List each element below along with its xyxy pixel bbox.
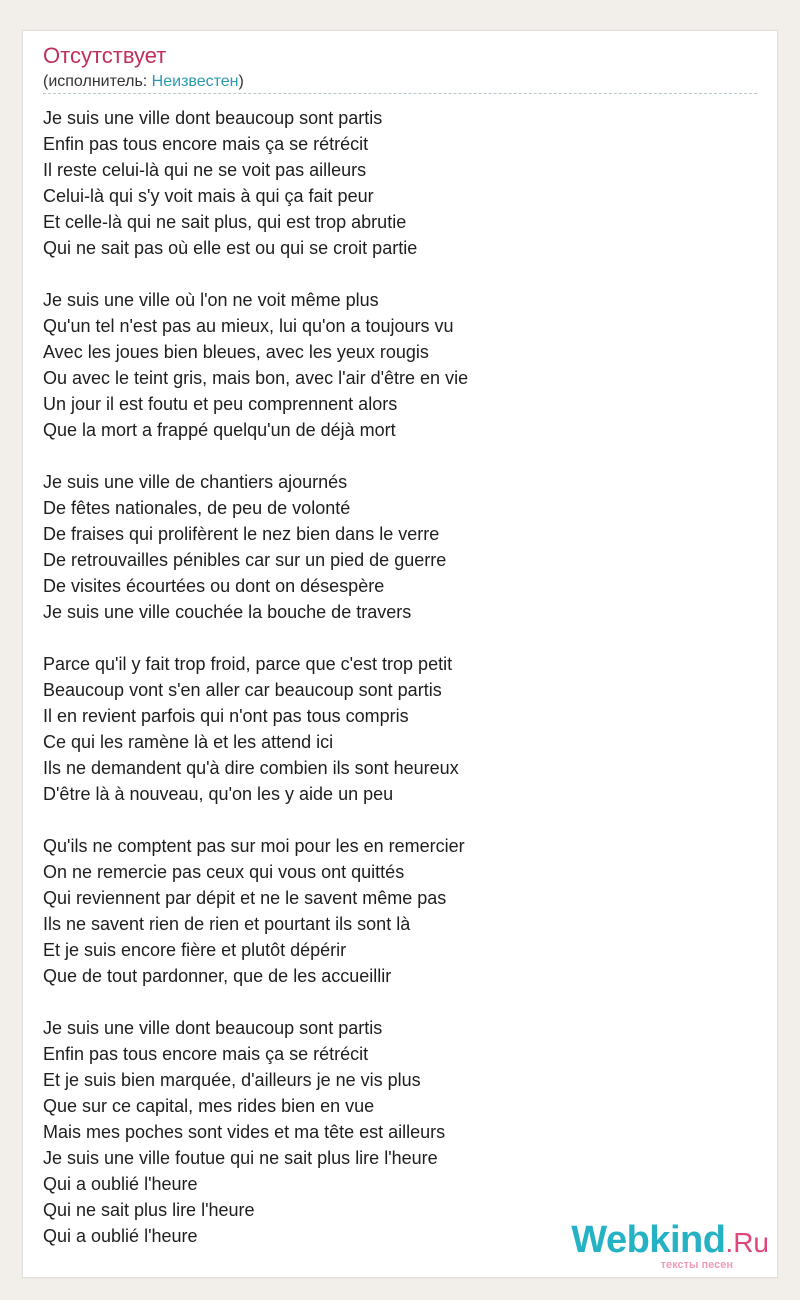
lyric-line: De retrouvailles pénibles car sur un pied de guerre — [43, 550, 447, 570]
artist-prefix: (исполнитель: — [43, 73, 152, 90]
lyric-line: Enfin pas tous encore mais ça se rétrécit — [43, 1044, 369, 1064]
lyric-line: Que de tout pardonner, que de les accueillir — [43, 966, 392, 986]
lyric-line: Enfin pas tous encore mais ça se rétrécit — [43, 134, 369, 154]
lyric-line: De fêtes nationales, de peu de volonté — [43, 498, 351, 518]
lyric-line: Ils ne savent rien de rien et pourtant ils sont là — [43, 914, 411, 934]
lyric-line: Beaucoup vont s'en aller car beaucoup sont partis — [43, 680, 442, 700]
lyrics-stanza — [43, 105, 743, 261]
logo-name: Webkind — [571, 1219, 726, 1261]
lyric-line: Ou avec le teint gris, mais bon, avec l'air d'être en vie — [43, 368, 469, 388]
title-divider — [43, 93, 757, 94]
lyric-line: Je suis une ville foutue qui ne sait plus lire l'heure — [43, 1148, 438, 1168]
lyric-line: Et je suis encore fière et plutôt dépérir — [43, 940, 347, 960]
lyric-line: Ils ne demandent qu'à dire combien ils sont heureux — [43, 758, 459, 778]
webkind-logo[interactable] — [571, 1221, 769, 1271]
lyrics-stanza — [43, 651, 743, 807]
lyric-line: Je suis une ville où l'on ne voit même plus — [43, 290, 379, 310]
lyric-line: Avec les joues bien bleues, avec les yeux rougis — [43, 342, 429, 362]
lyric-line: Qui a oublié l'heure — [43, 1174, 198, 1194]
lyric-line: Qui a oublié l'heure — [43, 1226, 198, 1246]
lyric-line: D'être là à nouveau, qu'on les y aide un peu — [43, 784, 394, 804]
lyric-line: Qui reviennent par dépit et ne le savent même pas — [43, 888, 447, 908]
logo-tagline: тексты песен — [660, 1259, 733, 1271]
lyric-line: Que la mort a frappé quelqu'un de déjà mort — [43, 420, 396, 440]
song-title: Отсутствует — [43, 43, 167, 68]
artist-link[interactable]: Неизвестен — [151, 73, 239, 90]
lyrics-card — [22, 30, 778, 1278]
lyrics-stanza — [43, 287, 743, 443]
lyric-line: De visites écourtées ou dont on désespère — [43, 576, 385, 596]
lyrics-stanza — [43, 833, 743, 989]
lyric-line: Je suis une ville couchée la bouche de travers — [43, 602, 412, 622]
lyric-line: Je suis une ville de chantiers ajournés — [43, 472, 348, 492]
lyric-line: Je suis une ville dont beaucoup sont partis — [43, 1018, 383, 1038]
lyric-line: Qu'un tel n'est pas au mieux, lui qu'on a toujours vu — [43, 316, 454, 336]
lyric-line: Mais mes poches sont vides et ma tête est ailleurs — [43, 1122, 446, 1142]
lyric-line: On ne remercie pas ceux qui vous ont quittés — [43, 862, 405, 882]
lyric-line: Que sur ce capital, mes rides bien en vue — [43, 1096, 375, 1116]
lyric-line: Il reste celui-là qui ne se voit pas ailleurs — [43, 160, 367, 180]
lyric-line: Parce qu'il y fait trop froid, parce que c'est trop petit — [43, 654, 453, 674]
lyric-line: Un jour il est foutu et peu comprennent alors — [43, 394, 398, 414]
lyrics-stanza — [43, 1015, 743, 1249]
lyric-line: Je suis une ville dont beaucoup sont partis — [43, 108, 383, 128]
artist-suffix: ) — [238, 73, 244, 90]
lyric-line: Ce qui les ramène là et les attend ici — [43, 732, 334, 752]
lyric-line: Qui ne sait pas où elle est ou qui se croit partie — [43, 238, 418, 258]
lyric-line: Qui ne sait plus lire l'heure — [43, 1200, 255, 1220]
lyric-line: Celui-là qui s'y voit mais à qui ça fait peur — [43, 186, 374, 206]
lyric-line: Il en revient parfois qui n'ont pas tous compris — [43, 706, 409, 726]
logo-tld: .Ru — [725, 1227, 769, 1258]
logo-wordmark — [571, 1221, 769, 1262]
lyric-line: Et celle-là qui ne sait plus, qui est trop abrutie — [43, 212, 407, 232]
lyric-line: Et je suis bien marquée, d'ailleurs je ne vis plus — [43, 1070, 421, 1090]
artist-line — [43, 73, 244, 91]
lyric-line: Qu'ils ne comptent pas sur moi pour les en remercier — [43, 836, 465, 856]
lyrics-stanza — [43, 469, 743, 625]
lyrics-body — [43, 105, 743, 1249]
lyric-line: De fraises qui prolifèrent le nez bien dans le verre — [43, 524, 440, 544]
